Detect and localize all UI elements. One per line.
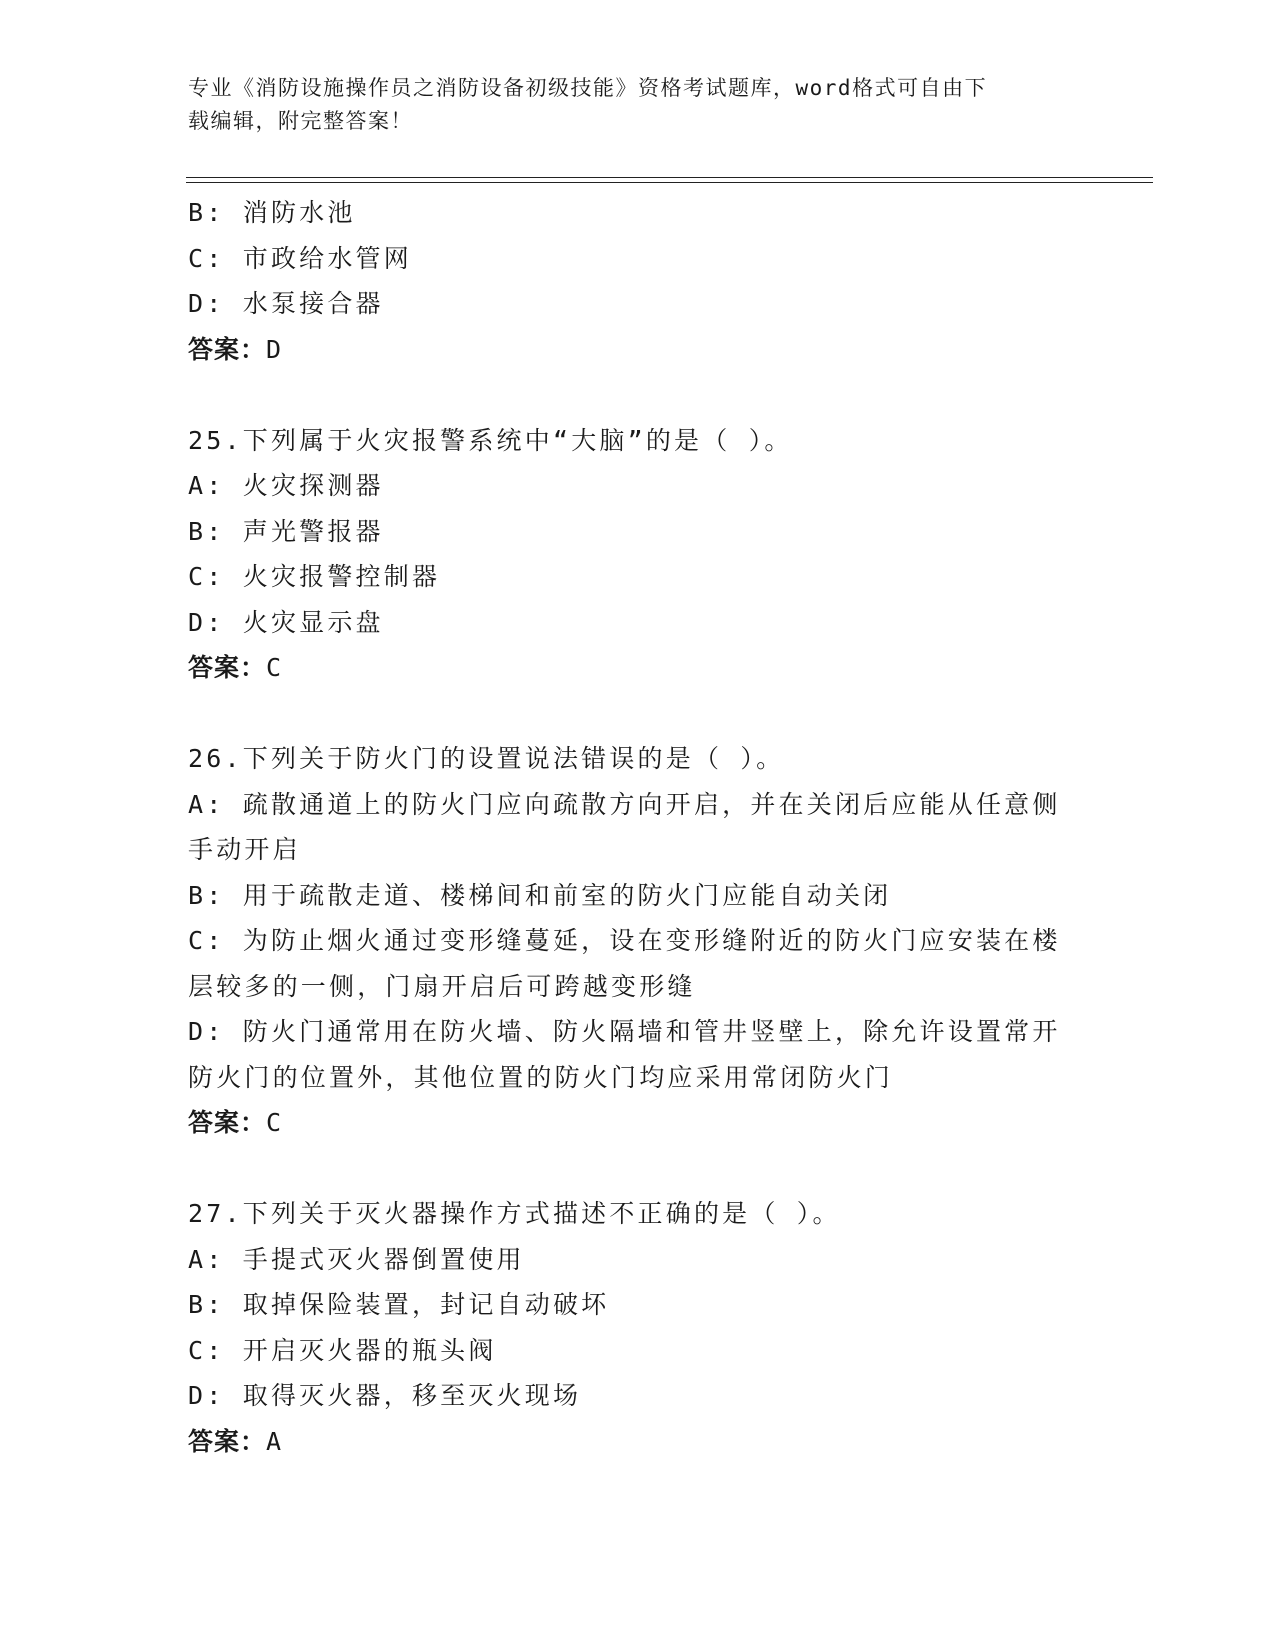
answer-value: A — [266, 1426, 283, 1456]
question-stem: 27.下列关于灭火器操作方式描述不正确的是（ ）。 — [188, 1199, 841, 1228]
answer — [188, 1419, 1078, 1465]
answer-label: 答案： — [188, 1426, 267, 1456]
answer-label: 答案： — [188, 334, 267, 364]
option-a: A: 火灾探测器 — [188, 471, 384, 500]
question-24-tail — [188, 190, 1078, 372]
option-d: D: 火灾显示盘 — [188, 607, 384, 637]
option-d: D: 水泵接合器 — [188, 289, 384, 318]
question-26 — [188, 736, 1078, 1146]
option-a: A: 手提式灭火器倒置使用 — [188, 1244, 525, 1274]
option-d: D: 取得灭火器，移至灭火现场 — [188, 1381, 582, 1410]
answer-value: C — [266, 653, 283, 682]
spacer — [188, 1146, 1078, 1192]
option-c: C: 火灾报警控制器 — [188, 562, 441, 591]
question-stem: 25.下列属于火灾报警系统中“大脑”的是（ ）。 — [188, 425, 793, 455]
option-c: C: 市政给水管网 — [188, 243, 412, 273]
header-line-1: 专业《消防设施操作员之消防设备初级技能》资格考试题库，word格式可自由下 — [188, 76, 988, 100]
header-line-2: 载编辑，附完整答案！ — [188, 109, 413, 133]
spacer — [188, 691, 1078, 737]
option-c: C: 为防止烟火通过变形缝蔓延，设在变形缝附近的防火门应安装在楼层较多的一侧，门扇开启后可跨越变形缝 — [188, 926, 1061, 1001]
header-rule-top — [186, 177, 1153, 178]
question-25 — [188, 418, 1078, 691]
option-b: B: 取掉保险装置，封记自动破坏 — [188, 1290, 610, 1319]
spacer — [188, 372, 1078, 418]
option-b: B: 消防水池 — [188, 198, 356, 227]
option-b: B: 声光警报器 — [188, 516, 384, 546]
answer — [188, 645, 1078, 691]
answer-value: C — [266, 1108, 283, 1137]
question-list — [188, 190, 1078, 1464]
answer-label: 答案： — [188, 1108, 267, 1137]
option-a: A: 疏散通道上的防火门应向疏散方向开启，并在关闭后应能从任意侧手动开启 — [188, 789, 1061, 864]
option-c: C: 开启灭火器的瓶头阀 — [188, 1335, 497, 1365]
question-27 — [188, 1191, 1078, 1464]
document-header — [188, 72, 1068, 138]
header-rule-bottom — [186, 182, 1153, 183]
answer — [188, 327, 1078, 373]
question-stem: 26.下列关于防火门的设置说法错误的是（ ）。 — [188, 744, 785, 773]
answer-value: D — [266, 334, 283, 364]
option-b: B: 用于疏散走道、楼梯间和前室的防火门应能自动关闭 — [188, 880, 892, 910]
answer-label: 答案： — [188, 653, 267, 682]
answer — [188, 1100, 1078, 1146]
option-d: D: 防火门通常用在防火墙、防火隔墙和管井竖壁上，除允许设置常开防火门的位置外，其他位置的防火门均应采用常闭防火门 — [188, 1017, 1061, 1092]
